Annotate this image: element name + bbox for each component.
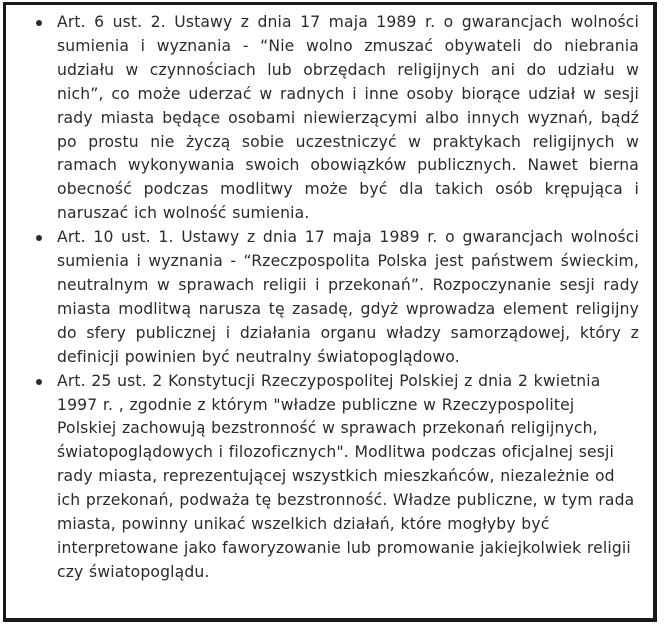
bullet-list bbox=[57, 11, 639, 585]
list-item-text: Art. 6 ust. 2. Ustawy z dnia 17 maja 1989 r. o gwarancjach wolności sumienia i wyznania - “Nie wolno zmuszać obywateli do niebrania udziału w czynnościach lub obrzędach religijnych ani do udziału w nich”, co może uderzać w radnych i inne osoby biorące udział w sesji rady miasta będące osobami niewierzącymi albo innych wyznań, bądź po prostu nie życzą sobie uczestniczyć w praktykach religijnych w ramach wykonywania swoich obowiązków publicznych. Nawet bierna obecność podczas modlitwy może być dla takich osób krępująca i naruszać ich wolność sumienia. bbox=[57, 13, 639, 223]
list-item-text: Art. 25 ust. 2 Konstytucji Rzeczypospolitej Polskiej z dnia 2 kwietnia 1997 r. , zgodnie z którym "władze publiczne w Rzeczypospolitej Polskiej zachowują bezstronność w sprawach przekonań religijnych, światopoglądowych i filozoficznych". Modlitwa podczas oficjalnej sesji rady miasta, reprezentującej wszystkich mieszkańców, niezależnie od ich przekonań, podważa tę bezstronność. Władze publiczne, w tym rada miasta, powinny unikać wszelkich działań, które mogłyby być interpretowane jako faworyzowanie lub promowanie jakiejkolwiek religii czy światopoglądu. bbox=[57, 371, 635, 581]
bullet-icon bbox=[36, 379, 42, 385]
bullet-icon bbox=[36, 20, 42, 26]
list-item bbox=[57, 11, 639, 226]
list-item bbox=[57, 370, 639, 585]
list-item bbox=[57, 226, 639, 369]
list-item-text: Art. 10 ust. 1. Ustawy z dnia 17 maja 1989 r. o gwarancjach wolności sumienia i wyznania - “Rzeczpospolita Polska jest państwem świeckim, neutralnym w sprawach religii i przekonań”. Rozpoczynanie sesji rady miasta modlitwą narusza tę zasadę, gdyż wprowadza element religijny do sfery publicznej i działania organu władzy samorządowej, który z definicji powinien być neutralny światopoglądowo. bbox=[57, 228, 639, 366]
